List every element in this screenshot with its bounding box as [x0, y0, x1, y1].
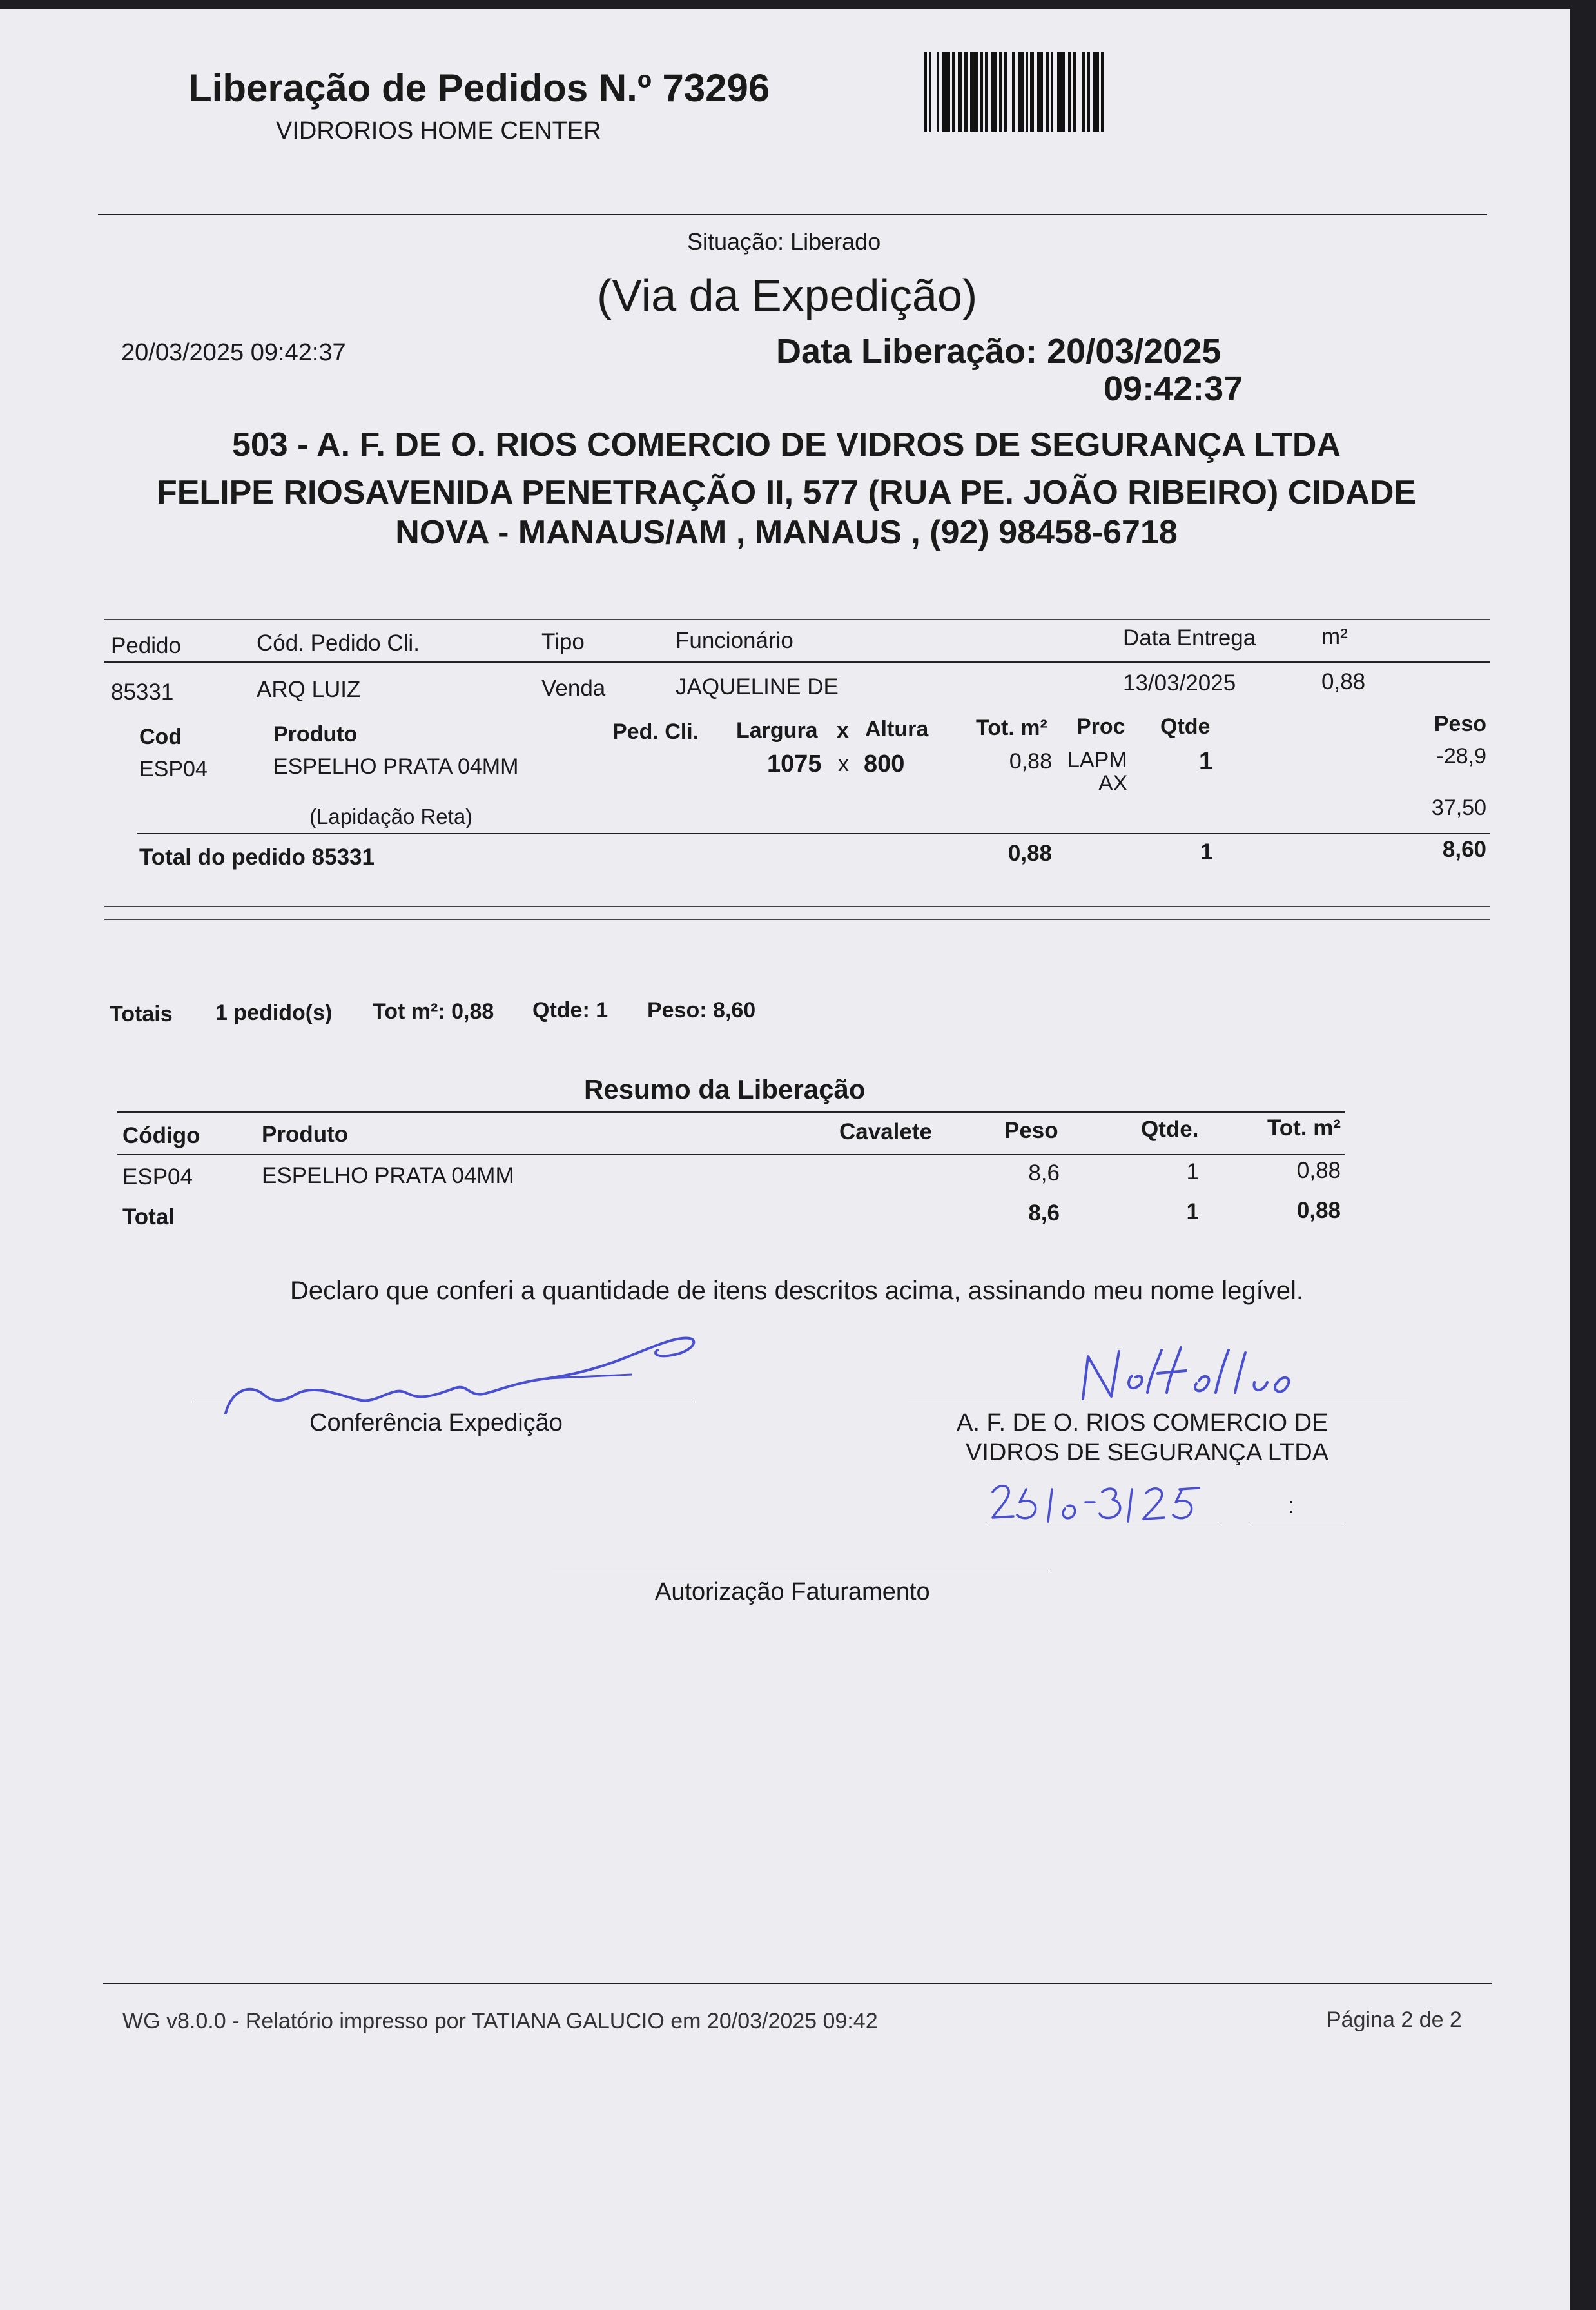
item-produto: ESPELHO PRATA 04MM: [273, 754, 519, 779]
order-total-label: Total do pedido 85331: [139, 845, 375, 870]
signature-empresa: [1070, 1337, 1315, 1408]
totals-m2: Tot m²: 0,88: [373, 999, 494, 1024]
print-datetime: 20/03/2025 09:42:37: [121, 339, 346, 366]
row-tipo: Venda: [541, 676, 606, 701]
item-largura: 1075: [767, 750, 822, 778]
item-col-largura: Largura: [736, 718, 818, 743]
signature-expedicao: [213, 1324, 728, 1421]
col-tipo: Tipo: [541, 629, 585, 654]
summary-row-codigo: ESP04: [122, 1164, 193, 1189]
client-name: 503 - A. F. DE O. RIOS COMERCIO DE VIDROS DE SEGURANÇA LTDA: [231, 426, 1341, 464]
summary-title: Resumo da Liberação: [584, 1074, 866, 1104]
totals-qtde: Qtde: 1: [532, 998, 608, 1023]
item-cod: ESP04: [139, 757, 208, 781]
table-bottom-rule-2: [104, 919, 1490, 920]
time-separator: :: [1288, 1492, 1295, 1518]
item-col-ped-cli: Ped. Cli.: [612, 719, 699, 744]
order-total-qtde: 1: [1200, 839, 1213, 865]
summary-row-produto: ESPELHO PRATA 04MM: [262, 1163, 514, 1188]
signature-bottom-label: Autorização Faturamento: [655, 1578, 930, 1605]
footer-printed-by: WG v8.0.0 - Relatório impresso por TATIANA GALUCIO em 20/03/2025 09:42: [122, 2009, 878, 2033]
signature-left-label: Conferência Expedição: [309, 1409, 563, 1436]
summary-total-peso: 8,6: [1028, 1200, 1060, 1226]
col-m2: m²: [1321, 624, 1348, 649]
summary-col-produto: Produto: [262, 1122, 349, 1147]
page-number: Página 2 de 2: [1327, 2008, 1462, 2032]
col-data-entrega: Data Entrega: [1123, 625, 1256, 651]
col-cod-pedido-cli: Cód. Pedido Cli.: [257, 631, 420, 656]
summary-row-qtde: 1: [1186, 1159, 1199, 1184]
table-bottom-rule-1: [104, 906, 1490, 907]
via-label: (Via da Expedição): [597, 270, 978, 320]
item-proc-line2: AX: [1098, 771, 1128, 796]
declaration-text: Declaro que conferi a quantidade de itens descritos acima, assinando meu nome legível.: [290, 1277, 1304, 1305]
row-data-entrega: 13/03/2025: [1123, 670, 1236, 696]
document-page: [0, 9, 1570, 2310]
row-cod-pedido-cli: ARQ LUIZ: [257, 677, 361, 702]
item-peso: -28,9: [1436, 744, 1486, 768]
client-address-line2: NOVA - MANAUS/AM , MANAUS , (92) 98458-6718: [395, 514, 1178, 551]
item-col-cod: Cod: [139, 725, 182, 749]
item-extra-value: 37,50: [1431, 796, 1486, 820]
summary-header-rule: [117, 1154, 1345, 1155]
item-col-x: x: [837, 718, 849, 743]
totals-pedidos: 1 pedido(s): [215, 1001, 333, 1025]
item-col-produto: Produto: [273, 722, 358, 747]
status-text: Situação: Liberado: [687, 228, 881, 255]
table-header-rule: [104, 661, 1490, 663]
order-total-m2: 0,88: [1007, 841, 1052, 866]
document-title: Liberação de Pedidos N.º 73296: [188, 66, 770, 110]
totals-label: Totais: [110, 1002, 173, 1026]
row-m2: 0,88: [1321, 669, 1366, 694]
summary-col-codigo: Código: [122, 1123, 200, 1148]
row-pedido: 85331: [111, 680, 174, 705]
summary-row-tot-m2: 0,88: [1296, 1158, 1341, 1183]
item-col-tot-m2: Tot. m²: [976, 716, 1047, 740]
summary-total-label: Total: [122, 1204, 175, 1229]
release-time: 09:42:37: [1104, 369, 1243, 408]
barcode: [924, 52, 1169, 132]
handwritten-date: [989, 1476, 1221, 1528]
summary-total-qtde: 1: [1186, 1199, 1199, 1224]
item-col-proc: Proc: [1076, 714, 1125, 739]
item-x: x: [838, 752, 849, 776]
item-col-peso: Peso: [1434, 712, 1486, 736]
summary-total-tot-m2: 0,88: [1296, 1198, 1341, 1223]
divider: [98, 214, 1487, 215]
table-top-rule: [104, 619, 1490, 620]
release-date: Data Liberação: 20/03/2025: [776, 332, 1221, 371]
summary-top-rule: [117, 1111, 1345, 1113]
item-qtde: 1: [1199, 748, 1213, 775]
item-col-qtde: Qtde: [1160, 714, 1211, 739]
client-address-line1: FELIPE RIOSAVENIDA PENETRAÇÃO II, 577 (RUA PE. JOÃO RIBEIRO) CIDADE: [156, 474, 1417, 511]
summary-row-peso: 8,6: [1028, 1160, 1060, 1186]
signature-right-label-1: A. F. DE O. RIOS COMERCIO DE: [957, 1409, 1328, 1436]
row-funcionario: JAQUELINE DE: [676, 674, 839, 700]
item-col-altura: Altura: [865, 717, 929, 741]
summary-col-tot-m2: Tot. m²: [1267, 1115, 1341, 1140]
item-tot-m2: 0,88: [1009, 749, 1052, 774]
item-note: (Lapidação Reta): [309, 805, 473, 828]
col-funcionario: Funcionário: [676, 628, 793, 653]
col-pedido: Pedido: [111, 633, 181, 658]
signature-right-label-2: VIDROS DE SEGURANÇA LTDA: [966, 1439, 1329, 1466]
order-total-peso: 8,60: [1442, 837, 1486, 862]
summary-col-cavalete: Cavalete: [839, 1119, 932, 1144]
item-proc-line1: LAPM: [1067, 748, 1127, 772]
item-total-rule: [137, 833, 1490, 834]
summary-col-qtde: Qtde.: [1141, 1117, 1199, 1142]
company-name: VIDRORIOS HOME CENTER: [276, 117, 601, 144]
footer-rule: [103, 1983, 1492, 1984]
summary-col-peso: Peso: [1004, 1118, 1058, 1143]
totals-peso: Peso: 8,60: [647, 998, 756, 1023]
item-altura: 800: [864, 750, 905, 778]
